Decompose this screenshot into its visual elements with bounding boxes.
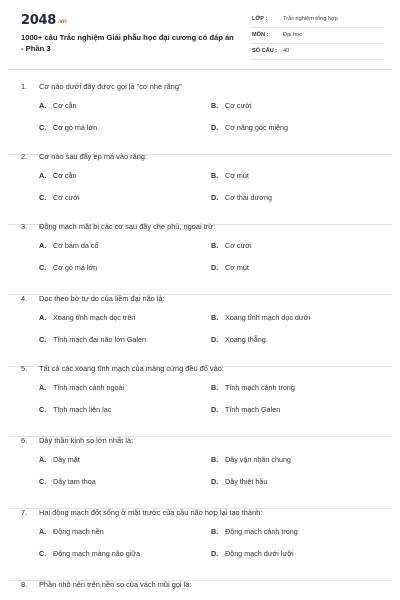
question-7 xyxy=(0,508,400,581)
option-c[interactable] xyxy=(39,193,80,202)
site-logo[interactable] xyxy=(21,13,67,28)
question-text: Dọc theo bờ tự do của liềm đại não là: xyxy=(39,294,165,303)
option-a[interactable] xyxy=(39,171,77,180)
option-letter: D. xyxy=(211,477,219,486)
question-number: 2. xyxy=(21,152,28,161)
option-text: Cơ cười xyxy=(53,193,80,202)
option-text: Cơ thái dương xyxy=(225,193,273,202)
option-text: Cơ gò má lớn xyxy=(53,123,98,132)
option-letter: A. xyxy=(39,455,47,464)
question-text: Động mạch mặt bị các cơ sau đây che phủ, ngoại trừ: xyxy=(39,222,216,231)
question-text: Hai động mạch đốt sống ở mặt trước của cầu não hợp lại tạo thành: xyxy=(39,508,263,517)
logo-suffix: .vn xyxy=(56,18,67,25)
option-text: Cơ cằn xyxy=(53,101,77,110)
option-letter: A. xyxy=(39,527,47,536)
meta-value: Đại học xyxy=(283,32,302,38)
option-text: Động mạch cảnh trong xyxy=(225,527,298,536)
option-a[interactable] xyxy=(39,527,104,536)
option-letter: D. xyxy=(211,405,219,414)
option-text: Cơ cười xyxy=(225,241,252,250)
option-text: Cơ bám da cổ xyxy=(53,241,99,250)
option-text: Cơ nâng góc miệng xyxy=(225,123,289,132)
question-text: Dây thần kinh sọ lớn nhất là: xyxy=(39,436,133,445)
option-d[interactable] xyxy=(211,193,272,202)
option-b[interactable] xyxy=(211,101,252,110)
option-letter: D. xyxy=(211,193,219,202)
option-letter: B. xyxy=(211,171,219,180)
question-1 xyxy=(0,82,400,155)
option-a[interactable] xyxy=(39,241,98,250)
option-letter: C. xyxy=(39,477,47,486)
option-text: Cơ cằn xyxy=(53,171,77,180)
option-d[interactable] xyxy=(211,263,249,272)
option-text: Tĩnh mạch liên lạc xyxy=(53,405,112,414)
option-b[interactable] xyxy=(211,241,252,250)
option-d[interactable] xyxy=(211,335,268,344)
option-letter: B. xyxy=(211,101,219,110)
option-text: Dây thiệt hầu xyxy=(225,477,268,486)
option-text: Tĩnh mạch cảnh ngoài xyxy=(53,383,125,392)
header-divider xyxy=(8,69,392,70)
option-b[interactable] xyxy=(211,527,298,536)
option-text: Tĩnh mạch cảnh trong xyxy=(225,383,295,392)
option-c[interactable] xyxy=(39,123,97,132)
option-c[interactable] xyxy=(39,549,140,558)
question-number: 7. xyxy=(21,508,28,517)
option-letter: C. xyxy=(39,263,47,272)
option-b[interactable] xyxy=(211,313,310,322)
question-6 xyxy=(0,436,400,509)
option-letter: A. xyxy=(39,101,47,110)
question-5 xyxy=(0,364,400,437)
question-3 xyxy=(0,222,400,295)
option-letter: A. xyxy=(39,313,47,322)
meta-value: 40 xyxy=(283,48,290,54)
option-letter: C. xyxy=(39,193,47,202)
option-letter: A. xyxy=(39,241,47,250)
meta-row-subject xyxy=(252,28,382,44)
option-a[interactable] xyxy=(39,313,135,322)
option-text: Dây vận nhãn chung xyxy=(225,455,291,464)
option-letter: D. xyxy=(211,549,219,558)
option-a[interactable] xyxy=(39,383,124,392)
option-d[interactable] xyxy=(211,477,267,486)
meta-label: MÔN : xyxy=(252,32,269,38)
option-c[interactable] xyxy=(39,263,97,272)
question-number: 1. xyxy=(21,82,28,91)
option-c[interactable] xyxy=(39,405,111,414)
meta-info xyxy=(252,12,382,60)
question-number: 4. xyxy=(21,294,28,303)
option-letter: C. xyxy=(39,405,47,414)
question-number: 6. xyxy=(21,436,28,445)
option-letter: D. xyxy=(211,123,219,132)
option-letter: C. xyxy=(39,123,47,132)
option-letter: B. xyxy=(211,383,219,392)
page-header xyxy=(0,0,400,66)
meta-label: SỐ CÂU : xyxy=(252,48,278,54)
option-letter: B. xyxy=(211,527,219,536)
question-8 xyxy=(0,580,400,600)
option-text: Tĩnh mạch Galen xyxy=(225,405,281,414)
option-text: Cơ cười xyxy=(225,101,252,110)
option-b[interactable] xyxy=(211,171,249,180)
option-letter: B. xyxy=(211,241,219,250)
option-text: Cơ mút xyxy=(225,263,249,272)
option-letter: B. xyxy=(211,313,219,322)
meta-label: LỚP : xyxy=(252,16,268,22)
option-text: Dây mặt xyxy=(53,455,80,464)
option-letter: C. xyxy=(39,549,47,558)
option-letter: B. xyxy=(211,455,219,464)
meta-row-count xyxy=(252,44,382,60)
option-letter: A. xyxy=(39,383,47,392)
option-text: Động mạch nền xyxy=(53,527,104,536)
option-c[interactable] xyxy=(39,477,96,486)
question-number: 5. xyxy=(21,364,28,373)
option-text: Xoang tĩnh mạch dọc dưới xyxy=(225,313,311,322)
question-text: Phần nhô nên trên nền sọ của vách mũi gọi là: xyxy=(39,580,192,589)
option-text: Xoang tĩnh mạch dọc trên xyxy=(53,313,136,322)
question-number: 3. xyxy=(21,222,28,231)
option-text: Xoang thẳng. xyxy=(225,335,268,344)
option-b[interactable] xyxy=(211,455,291,464)
option-d[interactable] xyxy=(211,549,294,558)
option-letter: D. xyxy=(211,335,219,344)
logo-text: 2048 xyxy=(21,13,56,28)
question-text: Cơ nào dưới đây được gọi là "cơ nhe răng" xyxy=(39,82,182,91)
option-c[interactable] xyxy=(39,335,146,344)
option-a[interactable] xyxy=(39,101,77,110)
option-text: Tĩnh mạch đại não lớn Galen xyxy=(53,335,147,344)
option-text: Động mạch màng não giữa xyxy=(53,549,141,558)
option-letter: C. xyxy=(39,335,47,344)
option-text: Động mạch dưới lưỡi xyxy=(225,549,294,558)
option-d[interactable] xyxy=(211,123,288,132)
meta-value: Trắc nghiệm tổng hợp xyxy=(283,16,338,22)
option-text: Dây tam thoa xyxy=(53,477,96,486)
option-letter: D. xyxy=(211,263,219,272)
question-2 xyxy=(0,152,400,225)
option-b[interactable] xyxy=(211,383,295,392)
option-letter: A. xyxy=(39,171,47,180)
option-d[interactable] xyxy=(211,405,280,414)
document-title: 1000+ câu Trắc nghiệm Giải phẫu học đại cương có đáp án - Phần 3 xyxy=(21,33,234,53)
question-4 xyxy=(0,294,400,367)
question-text: Tất cả các xoang tĩnh mạch của màng cứng đều đổ vào: xyxy=(39,364,224,373)
question-text: Cơ nào sau đây ép má vào răng: xyxy=(39,152,147,161)
option-text: Cơ mút xyxy=(225,171,249,180)
question-number: 8. xyxy=(21,580,28,589)
option-text: Cơ gò má lớn xyxy=(53,263,98,272)
option-a[interactable] xyxy=(39,455,80,464)
meta-row-class xyxy=(252,12,382,28)
